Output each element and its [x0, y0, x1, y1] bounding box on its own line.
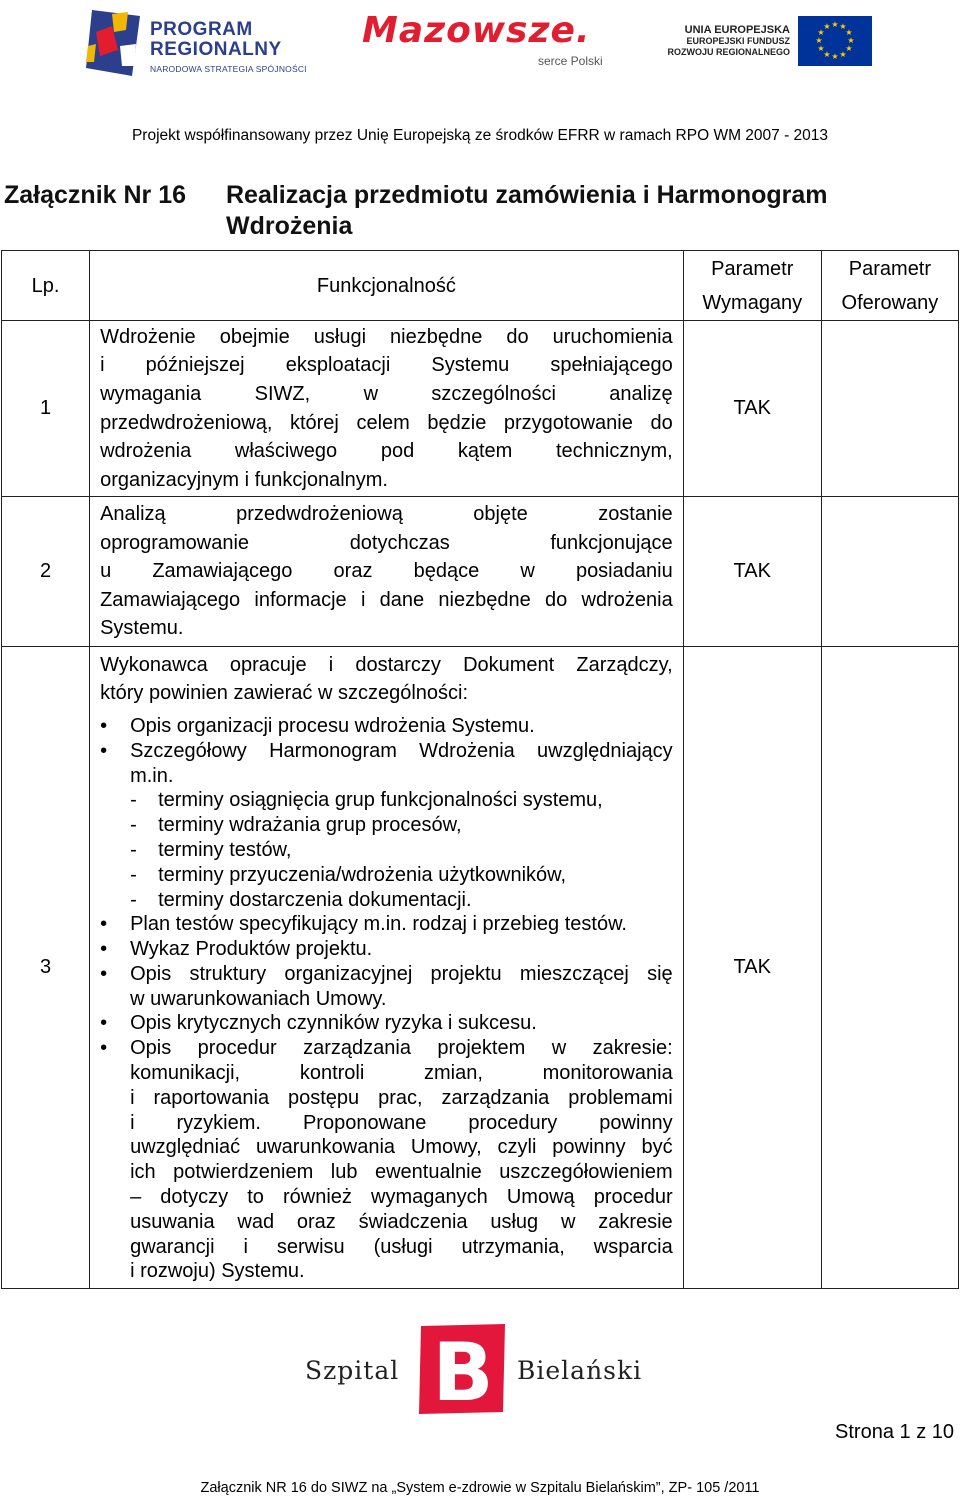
list-item-line: w uwarunkowaniach Umowy.: [130, 987, 387, 1010]
description-line: u Zamawiającego oraz będące w posiadaniu: [100, 560, 673, 583]
description-line: i późniejszej eksploatacji Systemu spełniającego: [100, 354, 673, 377]
column-header-offered-line1: Parametr: [848, 257, 932, 280]
hospital-name-left: Szpital: [305, 1356, 400, 1385]
cofinance-note: Projekt współfinansowany przez Unię Europejską ze środków EFRR w ramach RPO WM 2007 - 2013: [131, 127, 829, 144]
row-description: [90, 647, 684, 1289]
document-title: Realizacja przedmiotu zamówienia i Harmonogram Wdrożenia: [226, 181, 828, 240]
list-item: [100, 912, 673, 937]
svg-text:★: ★: [817, 44, 825, 53]
program-regionalny-logo: [82, 6, 332, 78]
sub-list-item: - terminy wdrażania grup procesów,: [100, 813, 673, 838]
program-logo-line3: NARODOWA STRATEGIA SPÓJNOŚCI: [150, 64, 307, 74]
svg-text:★: ★: [831, 20, 839, 29]
svg-text:★: ★: [845, 28, 853, 37]
svg-text:★: ★: [847, 36, 855, 45]
column-header-required: [683, 251, 821, 321]
offered-value: [821, 321, 958, 497]
hospital-b-mark-icon: [417, 1322, 509, 1416]
eu-logo: [650, 16, 880, 72]
column-header-lp: Lp.: [2, 251, 90, 321]
sub-list-item: - terminy dostarczenia dokumentacji.: [100, 888, 673, 913]
list-item-line: uwzględniać uwarunkowania Umowy, czyli powinny być: [130, 1136, 673, 1159]
column-header-function: Funkcjonalność: [90, 251, 684, 321]
table-row: [2, 321, 959, 497]
list-item: [100, 1036, 673, 1284]
list-item: [100, 937, 673, 962]
list-item-line: • Opis krytycznych czynników ryzyka i sukcesu.: [130, 1012, 537, 1035]
svg-text:★: ★: [839, 22, 847, 31]
description-line: Wykonawca opracuje i dostarczy Dokument Zarządczy,: [100, 653, 673, 676]
eu-logo-line1: UNIA EUROPEJSKA: [684, 24, 790, 36]
requirements-table: [1, 250, 959, 1289]
list-item-line: komunikacji, kontroli zmian, monitorowania: [130, 1062, 673, 1085]
required-value: TAK: [683, 321, 821, 497]
description-line: wdrożenia właściwego pod kątem technicznym,: [100, 440, 673, 463]
table-row: [2, 497, 959, 647]
list-item-line: • Opis struktury organizacyjnej projektu mieszczącej się: [130, 962, 673, 985]
svg-text:★: ★: [823, 22, 831, 31]
row-number: 2: [2, 497, 90, 647]
list-item-line: m.in.: [130, 764, 174, 787]
list-item-line: usuwania wad oraz świadczenia usług w zakresie: [130, 1210, 673, 1233]
list-item-line: • Plan testów specyfikujący m.in. rodzaj i przebieg testów.: [130, 913, 627, 936]
list-item-line: i ryzykiem. Proponowane procedury powinny: [130, 1111, 673, 1134]
description-line: który powinien zawierać w szczególności:: [100, 682, 469, 705]
row-description: [90, 497, 684, 647]
description-line: przedwdrożeniową, której celem będzie przygotowanie do: [100, 411, 673, 434]
list-item-line: • Wykaz Produktów projektu.: [130, 938, 373, 961]
list-item-line: • Opis procedur zarządzania projektem w zakresie:: [130, 1037, 673, 1060]
page-number: Strona 1 z 10: [835, 1421, 954, 1443]
list-item-line: • Opis organizacji procesu wdrożenia Systemu.: [130, 714, 535, 737]
svg-text:★: ★: [839, 50, 847, 59]
list-item-line: i rozwoju) Systemu.: [130, 1260, 305, 1283]
sub-list-item: - terminy testów,: [100, 838, 673, 863]
required-value: TAK: [683, 647, 821, 1289]
description-line: Systemu.: [100, 617, 184, 640]
table-header-row: [2, 251, 959, 321]
list-item: [100, 1011, 673, 1036]
program-regionalny-mark-icon: [82, 6, 146, 78]
eu-flag-icon: [798, 16, 872, 66]
list-item: [100, 714, 673, 739]
mazowsze-wordmark: Mazowsze.: [362, 10, 591, 51]
list-item: [100, 962, 673, 1012]
row-description: [90, 321, 684, 497]
program-logo-line1: PROGRAM: [150, 19, 253, 40]
description-line: Wdrożenie obejmie usługi niezbędne do uruchomienia: [100, 325, 673, 348]
list-item-line: ich potwierdzeniem lub ewentualnie uszczegółowieniem: [130, 1161, 673, 1184]
eu-logo-line2: EUROPEJSKI FUNDUSZ: [686, 36, 790, 46]
list-item-line: • Szczegółowy Harmonogram Wdrożenia uwzględniający: [130, 739, 673, 762]
footer-note: Załącznik NR 16 do SIWZ na „System e-zdrowie w Szpitalu Bielańskim”, ZP- 105 /2011: [200, 1480, 760, 1496]
column-header-required-line2: Wymagany: [702, 291, 803, 314]
logo-bar: [0, 0, 960, 110]
description-line: Analizą przedwdrożeniową objęte zostanie: [100, 503, 673, 526]
column-header-offered: [821, 251, 958, 321]
mazowsze-logo: [362, 10, 622, 74]
svg-text:★: ★: [823, 50, 831, 59]
required-value: TAK: [683, 497, 821, 647]
svg-text:★: ★: [845, 44, 853, 53]
description-line: oprogramowanie dotychczas funkcjonujące: [100, 531, 673, 554]
attachment-label: Załącznik Nr 16: [4, 181, 187, 209]
mazowsze-tagline: serce Polski: [538, 54, 603, 68]
list-item-line: i raportowania postępu prac, zarządzania problemami: [130, 1086, 673, 1109]
svg-text:★: ★: [815, 36, 823, 45]
program-logo-line2: REGIONALNY: [150, 39, 282, 60]
description-line: Zamawiającego informacje i dane niezbędne do wdrożenia: [100, 588, 673, 611]
description-line: organizacyjnym i funkcjonalnym.: [100, 468, 388, 491]
offered-value: [821, 497, 958, 647]
table-row: [2, 647, 959, 1289]
hospital-name-right: Bielański: [517, 1356, 643, 1385]
column-header-offered-line2: Oferowany: [841, 291, 939, 314]
row-number: 3: [2, 647, 90, 1289]
list-item-line: – dotyczy to również wymaganych Umową procedur: [130, 1186, 673, 1209]
hospital-b-letter: B: [432, 1326, 494, 1416]
svg-text:★: ★: [817, 28, 825, 37]
column-header-required-line1: Parametr: [711, 257, 794, 280]
offered-value: [821, 647, 958, 1289]
sub-list-item: - terminy przyuczenia/wdrożenia użytkowników,: [100, 863, 673, 888]
eu-logo-line3: ROZWOJU REGIONALNEGO: [667, 47, 790, 57]
list-item: [100, 739, 673, 789]
svg-text:★: ★: [831, 52, 839, 61]
row-number: 1: [2, 321, 90, 497]
sub-list-item: - terminy osiągnięcia grup funkcjonalności systemu,: [100, 788, 673, 813]
list-item-line: gwarancji i serwisu (usługi utrzymania, wsparcia: [130, 1235, 673, 1258]
description-line: wymagania SIWZ, w szczególności analizę: [100, 382, 673, 405]
szpital-bielanski-logo: [305, 1322, 655, 1416]
